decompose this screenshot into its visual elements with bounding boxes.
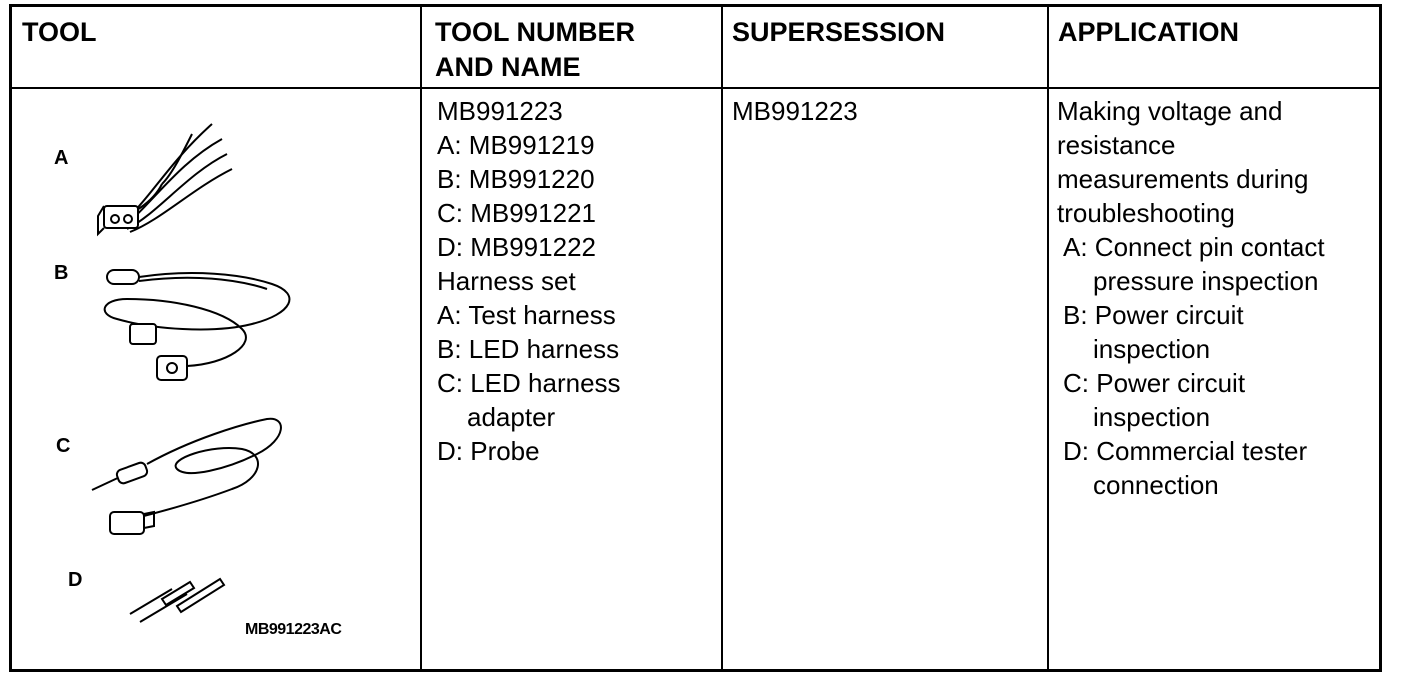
- header-tool-number-line2: AND NAME: [435, 52, 581, 82]
- column-divider: [1047, 7, 1049, 669]
- column-divider: [420, 7, 422, 669]
- tool-letter-b: B: [54, 262, 69, 284]
- header-supersession: SUPERSESSION: [732, 17, 946, 47]
- application-line: connection: [1093, 470, 1219, 500]
- header-tool-number-line1: TOOL NUMBER: [435, 17, 636, 47]
- led-harness-adapter-illustration: [92, 419, 281, 534]
- tool-number-line: D: MB991222: [437, 232, 596, 262]
- application-line: B: Power circuit: [1063, 300, 1244, 330]
- tool-letter-c: C: [56, 435, 71, 457]
- tool-letter-d: D: [68, 569, 83, 591]
- header-tool-number: [435, 15, 635, 85]
- tool-number-line: D: Probe: [437, 436, 540, 466]
- application-line: inspection: [1093, 402, 1211, 432]
- test-harness-illustration: [98, 124, 232, 234]
- tool-number-line: C: MB991221: [437, 198, 596, 228]
- application-line: D: Commercial tester: [1063, 436, 1308, 466]
- tool-number-line: MB991223: [437, 96, 563, 126]
- special-tool-table: [9, 4, 1382, 672]
- tool-number-line: B: LED harness: [437, 334, 620, 364]
- application-line: pressure inspection: [1093, 266, 1319, 296]
- tool-number-line: Harness set: [437, 266, 576, 296]
- application-line: C: Power circuit: [1063, 368, 1246, 398]
- tool-number-line: A: Test harness: [437, 300, 616, 330]
- application-cell: [1057, 94, 1325, 502]
- tool-number-line: adapter: [467, 402, 556, 432]
- tool-letter-a: A: [54, 147, 69, 169]
- supersession-cell: MB991223: [732, 96, 858, 126]
- led-harness-illustration: [105, 270, 290, 380]
- application-line: inspection: [1093, 334, 1211, 364]
- tool-number-line: A: MB991219: [437, 130, 595, 160]
- application-line: troubleshooting: [1057, 198, 1235, 228]
- probe-illustration: [130, 579, 224, 622]
- application-line: Making voltage and: [1057, 96, 1283, 126]
- tool-illustrations: [12, 94, 417, 669]
- header-application: APPLICATION: [1058, 17, 1239, 47]
- application-line: A: Connect pin contact: [1063, 232, 1325, 262]
- header-divider: [12, 87, 1379, 89]
- application-line: resistance: [1057, 130, 1176, 160]
- tool-number-cell: [437, 94, 621, 468]
- figure-code: MB991223AC: [245, 621, 342, 638]
- column-divider: [721, 7, 723, 669]
- tool-number-line: B: MB991220: [437, 164, 595, 194]
- application-line: measurements during: [1057, 164, 1309, 194]
- tool-number-line: C: LED harness: [437, 368, 621, 398]
- header-tool: TOOL: [22, 17, 97, 47]
